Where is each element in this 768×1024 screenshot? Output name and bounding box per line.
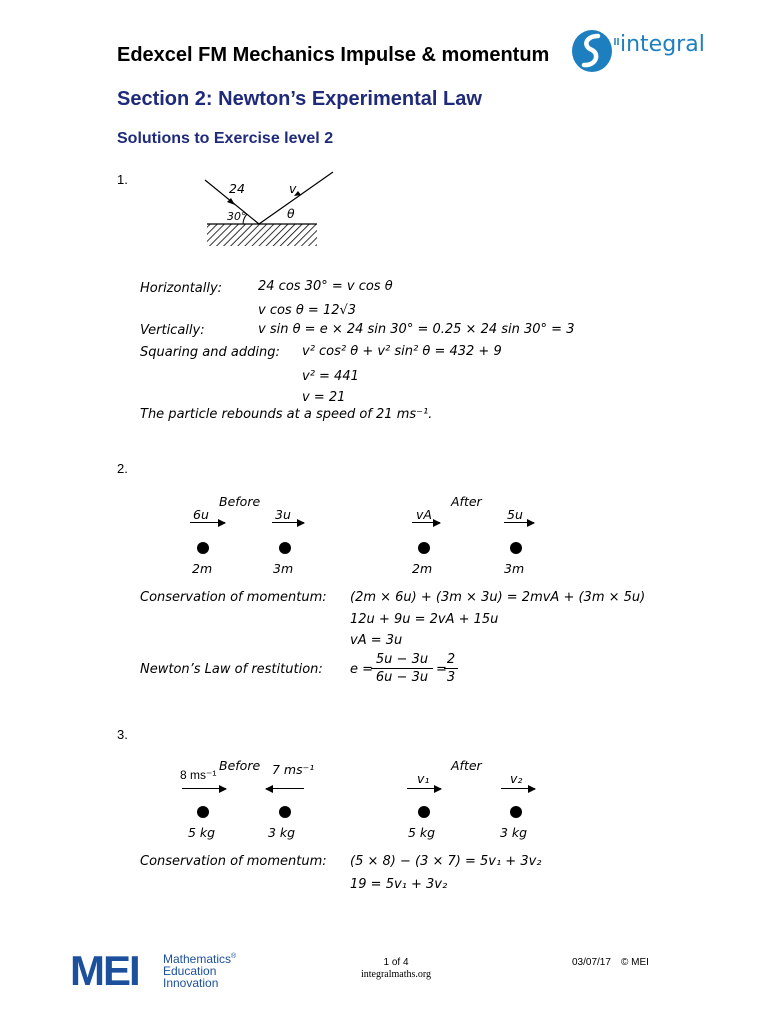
mei-org-line-3: Innovation — [163, 976, 219, 990]
q3-momentum-eq2: 19 = 5v₁ + 3v₂ — [350, 877, 448, 892]
mei-org-name — [163, 951, 236, 989]
q3-after-label: After — [451, 758, 482, 773]
q2-restitution-numerator: 5u − 3u — [375, 652, 429, 667]
rebound-diagram — [195, 168, 345, 253]
q3-momentum-label: Conservation of momentum: — [140, 854, 327, 869]
page-number: 1 of 4 — [383, 957, 409, 968]
q3-mass-after-1: 5 kg — [408, 825, 436, 840]
mei-logo-text: MEI — [70, 947, 139, 994]
incoming-speed-label: 24 — [229, 181, 245, 196]
q2-particle-before-2 — [279, 542, 291, 554]
footer-date: 03/07/17 — [572, 957, 611, 968]
q2-restitution-denominator: 6u − 3u — [375, 670, 429, 685]
q1-horizontal-eq1: 24 cos 30° = v cos θ — [258, 279, 393, 294]
q2-momentum-eq1: (2m × 6u) + (3m × 3u) = 2mvA + (3m × 5u) — [350, 590, 646, 605]
q3-mass-after-2: 3 kg — [500, 825, 528, 840]
q3-particle-before-1 — [197, 806, 209, 818]
mei-registered-mark: ® — [231, 953, 237, 960]
q3-before-velocity-2: 7 ms⁻¹ — [272, 762, 315, 777]
q2-restitution-label: Newton’s Law of restitution: — [140, 662, 323, 677]
q2-particle-before-1 — [197, 542, 209, 554]
q1-vertical-eq: v sin θ = e × 24 sin 30° = 0.25 × 24 sin 30° = 3 — [258, 322, 575, 337]
mei-org-line-2: Education — [163, 964, 217, 978]
q1-squaring-label: Squaring and adding: — [140, 345, 280, 360]
document-title: Edexcel FM Mechanics Impulse & momentum — [117, 44, 550, 66]
q2-after-arrow-2 — [504, 522, 534, 523]
q2-momentum-eq2: 12u + 9u = 2vA + 15u — [350, 612, 499, 627]
q2-before-velocity-1: 6u — [193, 507, 209, 522]
q2-momentum-eq3: vA = 3u — [350, 633, 403, 648]
q2-mass-after-2: 3m — [504, 561, 525, 576]
exercise-subtitle: Solutions to Exercise level 2 — [117, 130, 334, 147]
q3-after-arrow-1 — [407, 788, 441, 789]
q2-after-velocity-2: 5u — [507, 507, 523, 522]
q3-mass-before-1: 5 kg — [188, 825, 216, 840]
rebound-diagram-svg — [195, 168, 345, 253]
q2-result-numerator: 2 — [446, 652, 456, 667]
q1-conclusion: The particle rebounds at a speed of 21 ms⁻¹. — [140, 407, 433, 422]
q2-before-arrow-1 — [190, 522, 225, 523]
q2-mass-after-1: 2m — [412, 561, 433, 576]
mei-logo — [70, 947, 270, 994]
q2-restitution-equals: = — [436, 662, 447, 677]
q1-squaring-eq3: v = 21 — [302, 390, 346, 405]
q3-after-velocity-2: v₂ — [510, 771, 523, 786]
q3-particle-after-2 — [510, 806, 522, 818]
q3-momentum-eq1: (5 × 8) − (3 × 7) = 5v₁ + 3v₂ — [350, 854, 542, 869]
q2-restitution-result — [444, 652, 458, 685]
q1-horizontal-label: Horizontally: — [140, 281, 223, 296]
outgoing-speed-label: v — [289, 181, 297, 196]
incoming-angle-label: 30° — [227, 210, 247, 223]
q2-after-arrow-1 — [412, 522, 440, 523]
q2-restitution-fraction — [371, 652, 433, 685]
q3-mass-before-2: 3 kg — [268, 825, 296, 840]
fraction-bar — [371, 668, 433, 669]
q1-vertical-label: Vertically: — [140, 323, 205, 338]
q3-before-arrow-2 — [266, 788, 304, 789]
q2-mass-before-1: 2m — [192, 561, 213, 576]
fraction-bar — [444, 668, 458, 669]
q2-particle-after-1 — [418, 542, 430, 554]
q2-result-denominator: 3 — [446, 670, 456, 685]
q3-after-arrow-2 — [501, 788, 535, 789]
q3-before-label: Before — [219, 758, 261, 773]
outgoing-angle-label: θ — [287, 206, 295, 221]
q3-particle-before-2 — [279, 806, 291, 818]
question-3-number: 3. — [117, 727, 128, 742]
footer-url[interactable]: integralmaths.org — [360, 969, 432, 980]
q2-mass-before-2: 3m — [273, 561, 294, 576]
q1-squaring-eq2: v² = 441 — [302, 369, 359, 384]
question-2-number: 2. — [117, 461, 128, 476]
q2-before-arrow-2 — [272, 522, 304, 523]
q2-after-label: After — [451, 494, 482, 509]
footer-copyright: © MEI — [621, 957, 649, 968]
integral-logo-text: integral — [620, 32, 705, 57]
q3-before-arrow-1 — [182, 788, 226, 789]
q1-horizontal-eq2: v cos θ = 12√3 — [258, 303, 357, 318]
q3-after-velocity-1: v₁ — [417, 771, 430, 786]
q2-before-velocity-2: 3u — [275, 507, 291, 522]
q2-after-velocity-1: vA — [416, 507, 432, 522]
section-title: Section 2: Newton’s Experimental Law — [117, 88, 482, 110]
q3-before-velocity-1: 8 ms⁻¹ — [180, 768, 217, 782]
mei-org-line-1: Mathematics — [163, 952, 232, 966]
q2-momentum-label: Conservation of momentum: — [140, 590, 327, 605]
integral-logo — [570, 28, 750, 78]
q3-particle-after-1 — [418, 806, 430, 818]
q2-restitution-e: e = — [350, 662, 374, 677]
q2-before-label: Before — [219, 494, 261, 509]
q1-squaring-eq1: v² cos² θ + v² sin² θ = 432 + 9 — [302, 344, 502, 359]
question-1-number: 1. — [117, 172, 128, 187]
q2-particle-after-2 — [510, 542, 522, 554]
